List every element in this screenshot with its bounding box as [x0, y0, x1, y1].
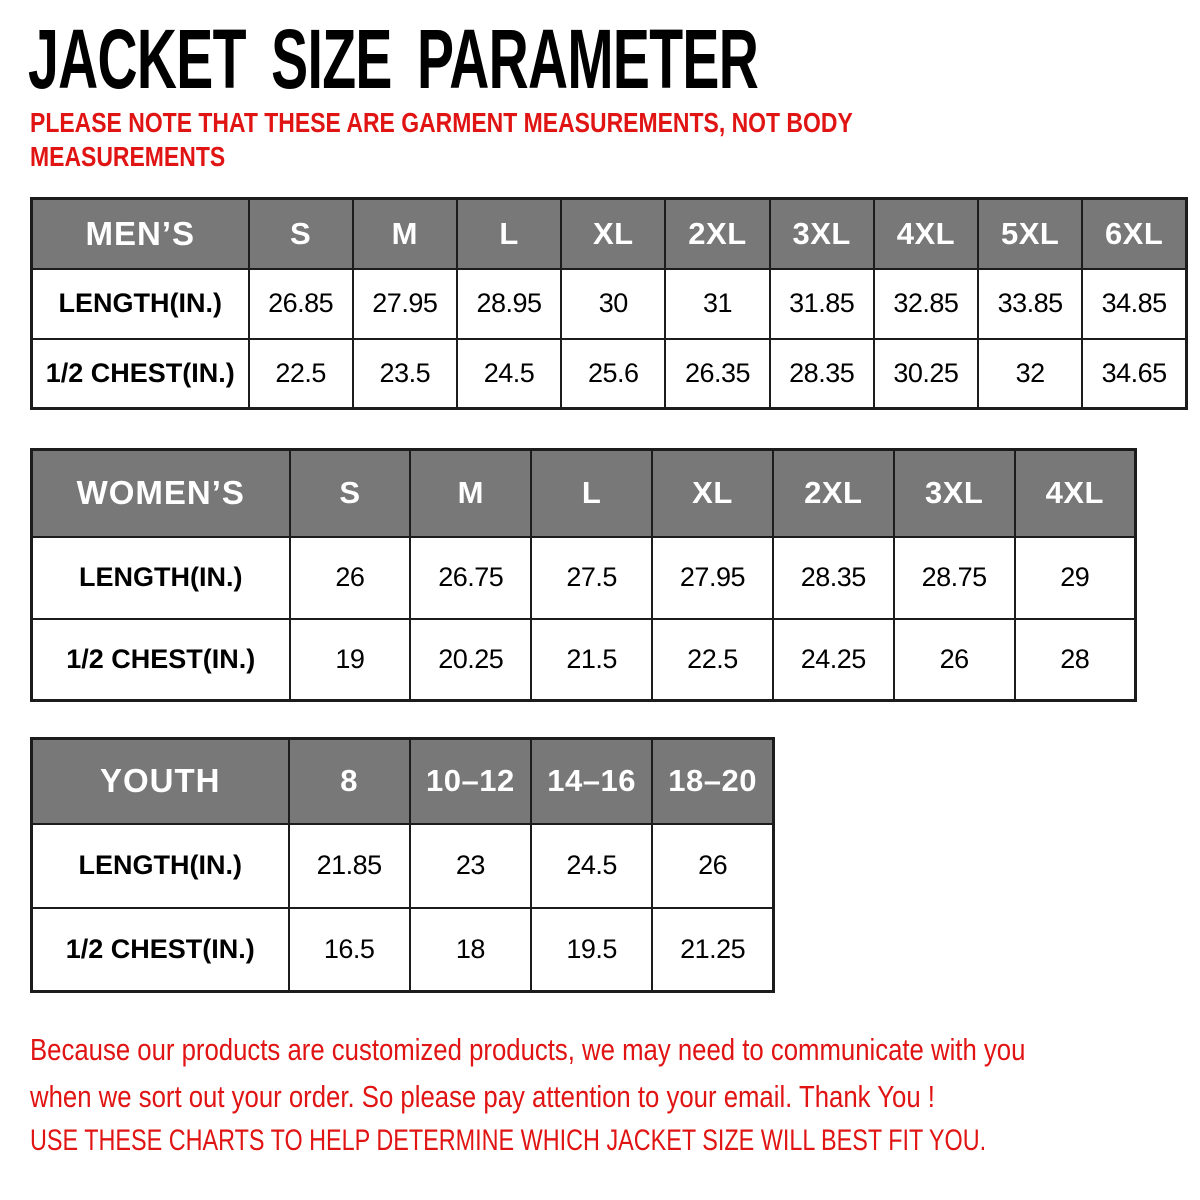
- mens-header-row: [32, 199, 1187, 269]
- size-col-header: 6XL: [1082, 199, 1186, 269]
- size-col-header: M: [410, 450, 531, 537]
- mens-size-table: [30, 197, 1188, 410]
- size-col-header: S: [290, 450, 411, 537]
- youth-length-row: [32, 824, 774, 908]
- size-value-cell: 27.5: [531, 537, 652, 619]
- size-col-header: 8: [289, 739, 410, 824]
- size-value-cell: 27.95: [652, 537, 773, 619]
- size-value-cell: 28.35: [773, 537, 894, 619]
- size-value-cell: 24.5: [531, 824, 652, 908]
- size-value-cell: 19.5: [531, 908, 652, 992]
- row-label: LENGTH(IN.): [32, 269, 249, 339]
- womens-size-table: [30, 448, 1137, 702]
- size-value-cell: 26: [290, 537, 411, 619]
- womens-header-row: [32, 450, 1136, 537]
- garment-measurement-note: [30, 106, 853, 174]
- row-label: 1/2 CHEST(IN.): [32, 339, 249, 409]
- size-value-cell: 18: [410, 908, 531, 992]
- row-label: 1/2 CHEST(IN.): [32, 619, 290, 701]
- size-value-cell: 30.25: [874, 339, 978, 409]
- page-title: JACKET SIZE PARAMETER: [28, 12, 759, 106]
- mens-length-row: [32, 269, 1187, 339]
- size-value-cell: 26: [652, 824, 773, 908]
- size-value-cell: 32.85: [874, 269, 978, 339]
- size-value-cell: 16.5: [289, 908, 410, 992]
- notice-line-1: Because our products are customized products, we may need to communicate with you: [30, 1032, 1026, 1067]
- size-value-cell: 23.5: [353, 339, 457, 409]
- womens-table-title: WOMEN’S: [32, 450, 290, 537]
- size-col-header: M: [353, 199, 457, 269]
- size-value-cell: 34.85: [1082, 269, 1186, 339]
- size-col-header: 18–20: [652, 739, 773, 824]
- size-col-header: 4XL: [874, 199, 978, 269]
- size-col-header: S: [249, 199, 353, 269]
- size-value-cell: 28.35: [770, 339, 874, 409]
- youth-chest-row: [32, 908, 774, 992]
- size-col-header: 2XL: [773, 450, 894, 537]
- size-col-header: 5XL: [978, 199, 1082, 269]
- size-value-cell: 28.75: [894, 537, 1015, 619]
- size-value-cell: 24.25: [773, 619, 894, 701]
- size-value-cell: 31: [665, 269, 769, 339]
- mens-table-title: MEN’S: [32, 199, 249, 269]
- size-value-cell: 32: [978, 339, 1082, 409]
- note-line-1: PLEASE NOTE THAT THESE ARE GARMENT MEASUREMENTS, NOT BODY: [30, 107, 853, 138]
- note-line-2: MEASUREMENTS: [30, 141, 226, 172]
- size-value-cell: 21.5: [531, 619, 652, 701]
- customization-notice: [30, 1026, 1025, 1120]
- size-value-cell: 19: [290, 619, 411, 701]
- size-value-cell: 21.85: [289, 824, 410, 908]
- row-label: LENGTH(IN.): [32, 824, 289, 908]
- youth-size-table: [30, 737, 775, 993]
- size-col-header: 10–12: [410, 739, 531, 824]
- usage-instruction: USE THESE CHARTS TO HELP DETERMINE WHICH JACKET SIZE WILL BEST FIT YOU.: [30, 1124, 987, 1157]
- womens-length-row: [32, 537, 1136, 619]
- size-col-header: L: [457, 199, 561, 269]
- size-col-header: XL: [561, 199, 665, 269]
- size-value-cell: 28: [1015, 619, 1136, 701]
- size-col-header: L: [531, 450, 652, 537]
- size-value-cell: 28.95: [457, 269, 561, 339]
- size-value-cell: 33.85: [978, 269, 1082, 339]
- size-col-header: 2XL: [665, 199, 769, 269]
- youth-table-title: YOUTH: [32, 739, 289, 824]
- size-col-header: 14–16: [531, 739, 652, 824]
- row-label: LENGTH(IN.): [32, 537, 290, 619]
- size-value-cell: 26: [894, 619, 1015, 701]
- size-value-cell: 31.85: [770, 269, 874, 339]
- size-col-header: 3XL: [770, 199, 874, 269]
- size-value-cell: 20.25: [410, 619, 531, 701]
- size-value-cell: 22.5: [652, 619, 773, 701]
- size-col-header: 3XL: [894, 450, 1015, 537]
- size-value-cell: 25.6: [561, 339, 665, 409]
- size-value-cell: 26.85: [249, 269, 353, 339]
- size-value-cell: 21.25: [652, 908, 773, 992]
- size-value-cell: 30: [561, 269, 665, 339]
- size-value-cell: 24.5: [457, 339, 561, 409]
- notice-line-2: when we sort out your order. So please pay attention to your email. Thank You !: [30, 1079, 935, 1114]
- mens-chest-row: [32, 339, 1187, 409]
- size-value-cell: 27.95: [353, 269, 457, 339]
- size-value-cell: 26.35: [665, 339, 769, 409]
- size-col-header: XL: [652, 450, 773, 537]
- size-value-cell: 23: [410, 824, 531, 908]
- womens-chest-row: [32, 619, 1136, 701]
- row-label: 1/2 CHEST(IN.): [32, 908, 289, 992]
- size-col-header: 4XL: [1015, 450, 1136, 537]
- size-value-cell: 29: [1015, 537, 1136, 619]
- youth-header-row: [32, 739, 774, 824]
- size-value-cell: 22.5: [249, 339, 353, 409]
- size-value-cell: 26.75: [410, 537, 531, 619]
- size-value-cell: 34.65: [1082, 339, 1186, 409]
